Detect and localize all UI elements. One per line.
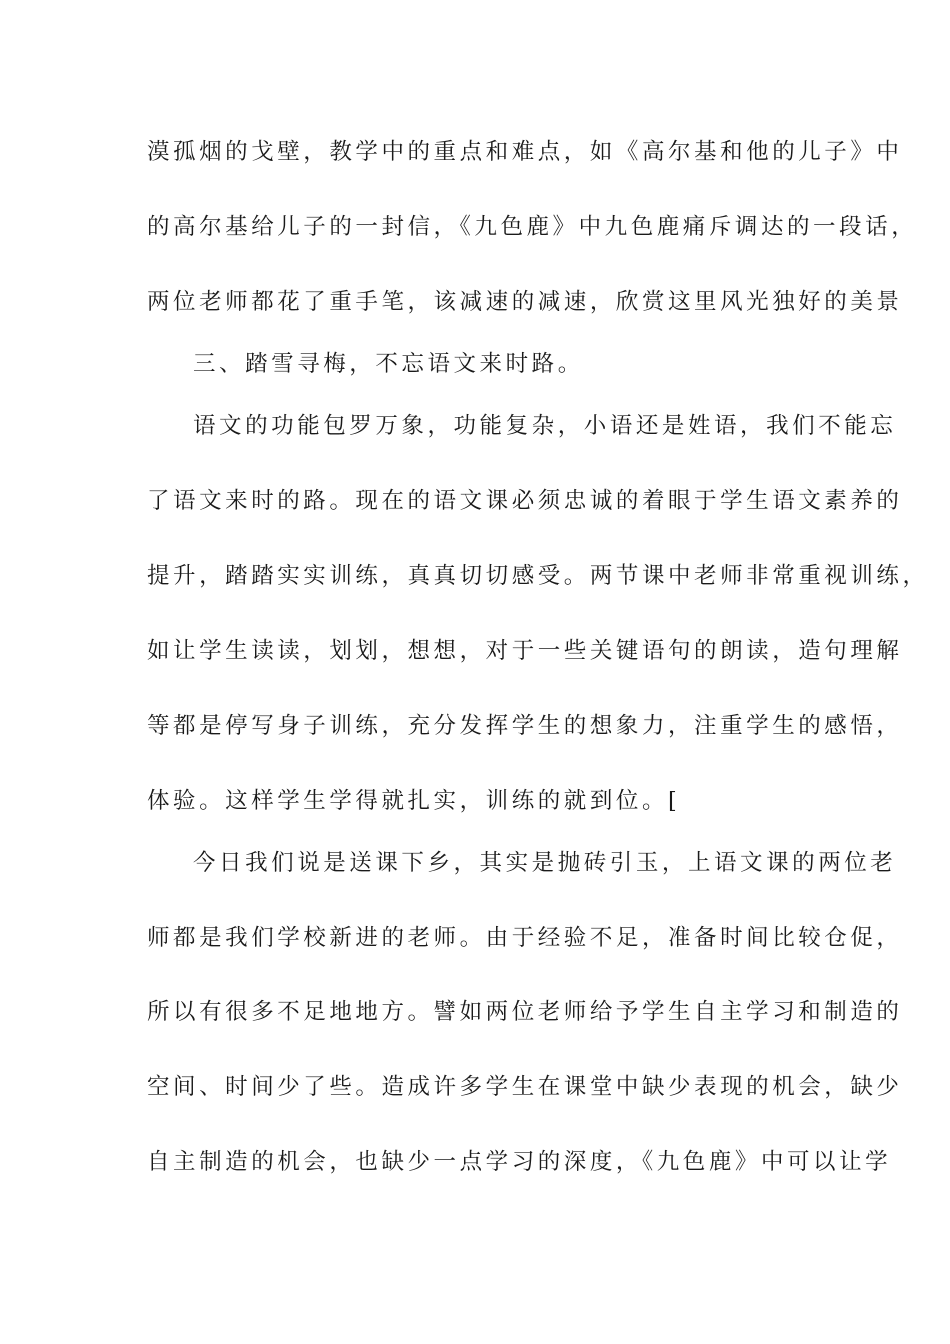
- paragraph-line: 了语文来时的路。现在的语文课必须忠诚的着眼于学生语文素养的: [147, 488, 903, 514]
- paragraph-line: 所以有很多不足地地方。譬如两位老师给予学生自主学习和制造的: [147, 999, 903, 1025]
- paragraph-line: 两位老师都花了重手笔，该减速的减速，欣赏这里风光独好的美景: [147, 289, 903, 315]
- paragraph-line: 漠孤烟的戈壁，教学中的重点和难点，如《高尔基和他的儿子》中: [147, 139, 903, 165]
- paragraph-line: 语文的功能包罗万象，功能复杂，小语还是姓语，我们不能忘: [193, 413, 897, 439]
- paragraph-line: 等都是停写身子训练，充分发挥学生的想象力，注重学生的感悟，: [147, 713, 903, 739]
- paragraph-line: 今日我们说是送课下乡，其实是抛砖引玉，上语文课的两位老: [193, 850, 897, 876]
- paragraph-line: 提升，踏踏实实训练，真真切切感受。两节课中老师非常重视训练，: [147, 563, 929, 589]
- section-heading: 三、踏雪寻梅，不忘语文来时路。: [193, 351, 584, 377]
- paragraph-line: 的高尔基给儿子的一封信，《九色鹿》中九色鹿痛斥调达的一段话，: [147, 214, 918, 240]
- paragraph-line: 如让学生读读，划划，想想，对于一些关键语句的朗读，造句理解: [147, 638, 903, 664]
- paragraph-line: 体验。这样学生学得就扎实，训练的就到位。[: [147, 788, 681, 814]
- paragraph-line: 自主制造的机会，也缺少一点学习的深度，《九色鹿》中可以让学: [147, 1149, 892, 1175]
- paragraph-line: 师都是我们学校新进的老师。由于经验不足，准备时间比较仓促，: [147, 925, 903, 951]
- paragraph-line: 空间、时间少了些。造成许多学生在课堂中缺少表现的机会，缺少: [147, 1074, 903, 1100]
